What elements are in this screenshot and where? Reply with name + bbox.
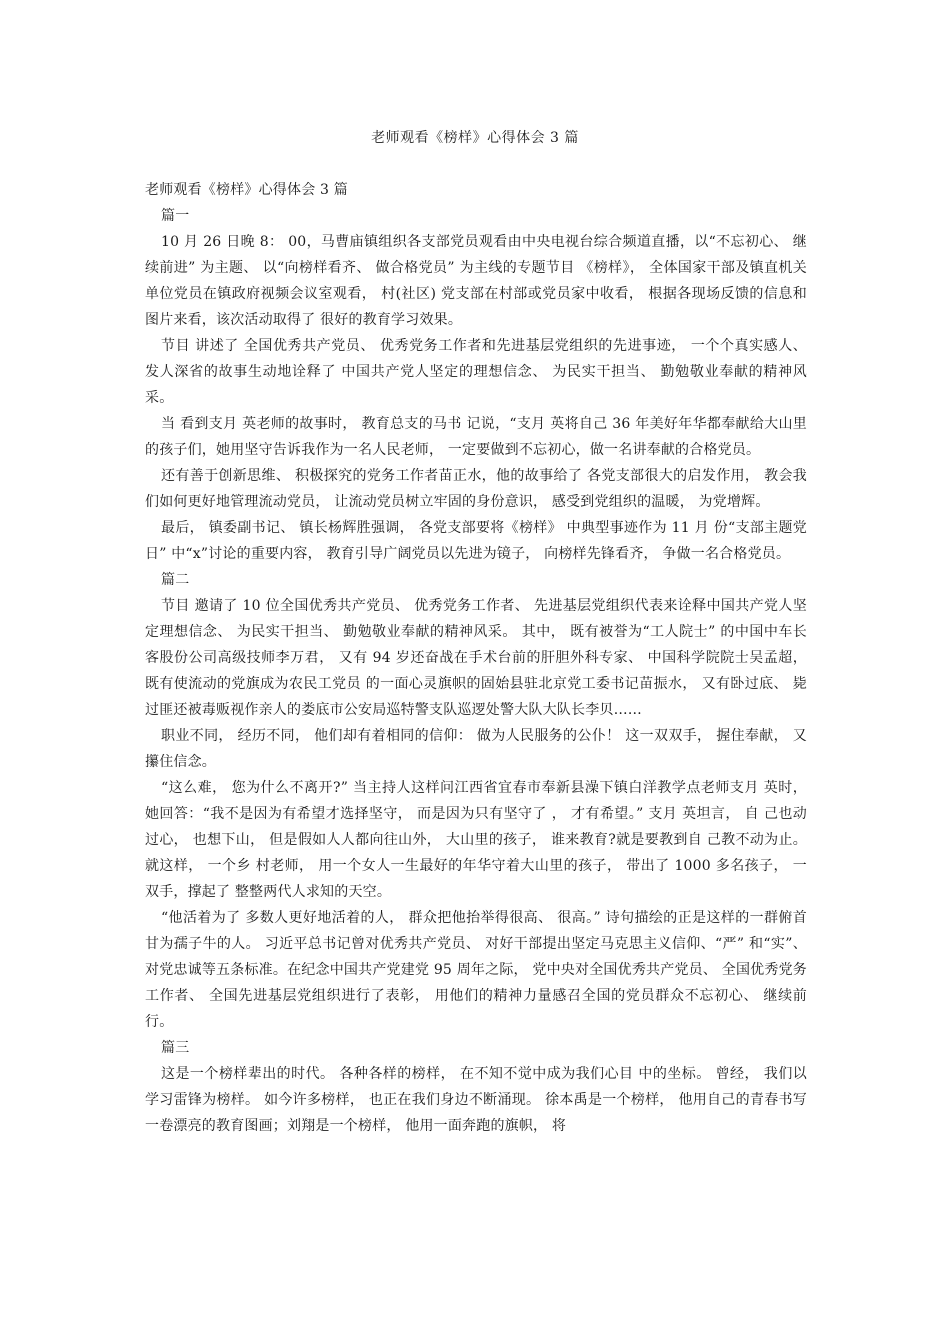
document-body <box>145 177 807 1139</box>
paragraph: 节目 讲述了 全国优秀共产党员、 优秀党务工作者和先进基层党组织的先进事迹， 一个个真实感人、 发人深省的故事生动地诠释了 中国共产党人坚定的理想信念、 为民实干担当、 勤勉敬业奉献的精神风采。 <box>145 338 807 406</box>
paragraph: 最后， 镇委副书记、 镇长杨辉胜强调， 各党支部要将《榜样》 中典型事迹作为 11 月 份“支部主题党日” 中“x”讨论的重要内容， 教育引导广阔党员以先进为镜子， 向榜样先锋看齐， 争做一名合格党员。 <box>145 520 807 562</box>
paragraph: 这是一个榜样辈出的时代。 各种各样的榜样， 在不知不觉中成为我们心目 中的坐标。 曾经， 我们以学习雷锋为榜样。 如今许多榜样， 也正在我们身边不断涌现。 徐本禹是一个榜样， 他用自己的青春书写一卷漂亮的教育图画；刘翔是一个榜样， 他用一面奔跑的旗帜， 将 <box>145 1066 807 1134</box>
document-subtitle: 老师观看《榜样》心得体会 3 篇 <box>145 182 349 198</box>
paragraph: 还有善于创新思维、 积极探究的党务工作者苗正水，他的故事给了 各党支部很大的启发作用， 教会我们如何更好地管理流动党员， 让流动党员树立牢固的身份意识， 感受到党组织的温暖， 为党增辉。 <box>145 468 807 510</box>
paragraph: 节目 邀请了 10 位全国优秀共产党员、 优秀党务工作者、 先进基层党组织代表来诠释中国共产党人坚定理想信念、 为民实干担当、 勤勉敬业奉献的精神风采。 其中， 既有被誉为“工人院士” 的中国中车长客股份公司高级技师李万君， 又有 94 岁还奋战在手术台前的肝胆外科专家、 中国科学院院士吴孟超， 既有使流动的党旗成为农民工党员 的一面心灵旗帜的固始县驻北京党工委书记苗振水， 又有卧过底、 毙过匪还被毒贩视作亲人的娄底市公安局巡特警支队巡逻处警大队大队长李贝…… <box>145 598 807 718</box>
paragraph: 10 月 26 日晚 8： 00，马曹庙镇组织各支部党员观看由中央电视台综合频道直播，以“不忘初心、 继续前进” 为主题、 以“向榜样看齐、 做合格党员” 为主线的专题节目 《榜样》， 全体国家干部及镇直机关单位党员在镇政府视频会议室观看， 村(社区) 党支部在村部或党员家中收看， 根据各现场反馈的信息和图片来看，该次活动取得了 很好的教育学习效果。 <box>145 234 807 328</box>
paragraph: “这么难， 您为什么不离开?” 当主持人这样问江西省宜春市奉新县澡下镇白洋教学点老师支月 英时， 她回答：“我不是因为有希望才选择坚守， 而是因为只有坚守了 ， 才有希望。” 支月 英坦言， 自 己也动过心， 也想下山， 但是假如人人都向往山外， 大山里的孩子， 谁来教育?就是要教到自 己教不动为止。 就这样， 一个乡 村老师， 用一个女人一生最好的年华守着大山里的孩子， 带出了 1000 多名孩子， 一双手，撑起了 整整两代人求知的天空。 <box>145 780 807 900</box>
paragraph: “他活着为了 多数人更好地活着的人， 群众把他抬举得很高、 很高。” 诗句描绘的正是这样的一群俯首甘为孺子牛的人。 习近平总书记曾对优秀共产党员、 对好干部提出坚定马克思主义信仰、“严” 和“实”、 对党忠诚等五条标准。在纪念中国共产党建党 95 周年之际， 党中央对全国优秀共产党员、 全国优秀党务工作者、 全国先进基层党组织进行了表彰， 用他们的精神力量感召全国的党员群众不忘初心、 继续前行。 <box>145 910 807 1030</box>
section-heading-2: 篇二 <box>161 572 190 588</box>
section-heading-1: 篇一 <box>161 208 190 224</box>
document-title: 老师观看《榜样》心得体会 3 篇 <box>371 130 579 146</box>
paragraph: 当 看到支月 英老师的故事时， 教育总支的马书 记说，“支月 英将自己 36 年美好年华都奉献给大山里的孩子们，她用坚守告诉我作为一名人民老师， 一定要做到不忘初心，做一名讲奉献的合格党员。 <box>145 416 807 458</box>
paragraph: 职业不同， 经历不同， 他们却有着相同的信仰： 做为人民服务的公仆！ 这一双双手， 握住奉献， 又攥住信念。 <box>145 728 807 770</box>
section-heading-3: 篇三 <box>161 1040 190 1056</box>
